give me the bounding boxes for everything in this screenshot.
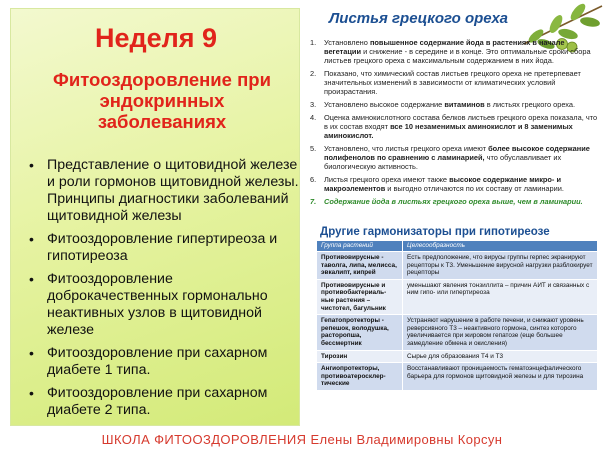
bullet-icon: • [29, 271, 34, 287]
plant-group-cell: Противовирусные - таволга, липа, мелисса, эвкалипт, кипрей [317, 252, 403, 280]
table-row [317, 350, 598, 363]
topic-item [29, 231, 299, 265]
fact-item [306, 144, 598, 171]
topic-item [29, 271, 299, 339]
topic-item [29, 385, 299, 419]
fact-highlight: высокое содержание микро- и макроэлементов [324, 175, 561, 193]
main-title [27, 69, 297, 132]
fact-item [306, 38, 598, 65]
fact-highlight: более высокое содержание полифенолов по сравнению с ламинарией, [324, 144, 590, 162]
table-row [317, 315, 598, 350]
reason-cell: Устраняют нарушение в работе печени, и снижают уровень реверсивного Т3 – неактивного гормона, синтез которого увеличивается при жировом гепатозе (еще большее замедление обмена и окисления) [403, 315, 598, 350]
reason-cell: Есть предположение, что вирусы группы герпес экранируют рецепторы к Т3. Уменьшение вирусной нагрузки разблокирует рецепторы [403, 252, 598, 280]
column-header-reason: Целесообразность [403, 241, 598, 252]
reason-cell: Восстанавливают проницаемость гематоэнцефалического барьера для гормонов щитовидной железы и для тирозина [403, 363, 598, 391]
fact-item-iodine [306, 197, 598, 206]
fact-item [306, 100, 598, 109]
fact-text-end: что обуславливает их биологическую активность. [324, 153, 562, 171]
bullet-icon: • [29, 385, 34, 401]
table-row [317, 279, 598, 314]
fact-text: Показано, что химический состав листьев грецкого ореха не претерпевает значительных изменений в зависимости от климатических условий произрастания. [324, 69, 581, 96]
bullet-icon: • [29, 231, 34, 247]
fact-number: 1. [310, 38, 317, 47]
topic-list [29, 157, 299, 425]
bullet-icon: • [29, 157, 34, 173]
plant-group-cell: Тирозин [317, 350, 403, 363]
fact-number: 4. [310, 113, 317, 122]
fact-text: Листья грецкого ореха имеют также [324, 175, 450, 184]
topic-text: Фитооздоровление при сахарном диабете 2 типа. [47, 385, 268, 418]
plant-group-cell: Гепатопротекторы - репешок, володушка, расторопша, бессмертник [317, 315, 403, 350]
fact-number: 7. [310, 197, 317, 206]
fact-item [306, 175, 598, 193]
topic-text: Фитооздоровление гипертиреоза и гипотиреоза [47, 231, 278, 264]
fact-item [306, 69, 598, 96]
topic-text: Представление о щитовидной железе и роли гормонов щитовидной железы. Принципы диагностики заболеваний щитовидной железы [47, 157, 299, 224]
topic-item [29, 345, 299, 379]
fact-highlight: повышенное содержание йода в растениях в начале вегетации [324, 38, 565, 56]
table-header-row [317, 241, 598, 252]
fact-text: Оценка аминокислотного состава белков листьев грецкого ореха показала, что в их состав входят [324, 113, 598, 131]
topic-item [29, 157, 299, 225]
school-footer: ШКОЛА ФИТООЗДОРОВЛЕНИЯ Елены Владимировны Корсун [101, 432, 503, 447]
fact-number: 2. [310, 69, 317, 78]
reason-cell: Сырье для образования Т4 и Т3 [403, 350, 598, 363]
fact-highlight: витаминов [444, 100, 485, 109]
table-row [317, 363, 598, 391]
fact-text-end: и снижение - в середине и в конце. Это оптимальные сроки сбора листьев грецкого ореха с максимальным содержанием в них йода. [324, 47, 591, 65]
fact-number: 5. [310, 144, 317, 153]
plant-group-cell: Противовирусные и противобактериаль-ные растения – чистотел, багульник [317, 279, 403, 314]
reason-cell: уменьшают явления тонзиллита – причин АИТ и связанных с ним гипо- или гипертиреоза [403, 279, 598, 314]
fact-text: Установлено высокое содержание [324, 100, 445, 109]
fact-item [306, 113, 598, 140]
main-title-line-1: Фитооздоровление при [53, 69, 271, 90]
fact-text-end: в листьях грецкого ореха. [484, 100, 576, 109]
left-panel [10, 8, 300, 426]
bullet-icon: • [29, 345, 34, 361]
harmonizers-table [316, 240, 598, 391]
table-row [317, 252, 598, 280]
plant-group-cell: Ангиопротекторы, противоатеросклер-тические [317, 363, 403, 391]
topic-text: Фитооздоровление доброкачественных гормонально неактивных узлов в щитовидной железе [47, 271, 268, 338]
walnut-title: Листья грецкого ореха [329, 10, 508, 27]
fact-text-end: и выгодно отличаются по их составу от ламинарии. [385, 184, 564, 193]
fact-highlight: все 10 незаменимых аминокислот и 8 заменимых аминокислот. [324, 122, 573, 140]
main-title-line-3: заболеваниях [97, 111, 227, 132]
fact-number: 6. [310, 175, 317, 184]
column-header-group: Группа растений [317, 241, 403, 252]
main-title-line-2: эндокринных [99, 90, 225, 111]
week-title: Неделя 9 [94, 23, 218, 53]
walnut-facts-list [306, 38, 598, 210]
topic-text: Фитооздоровление при сахарном диабете 1 типа. [47, 345, 268, 378]
harmonizers-title: Другие гармонизаторы при гипотиреозе [320, 226, 550, 238]
fact-number: 3. [310, 100, 317, 109]
fact-text: Установлено, что листья грецкого ореха имеют [324, 144, 489, 153]
fact-text: Содержание йода в листьях грецкого ореха выше, чем в ламинарии. [324, 197, 583, 206]
fact-text: Установлено [324, 38, 370, 47]
